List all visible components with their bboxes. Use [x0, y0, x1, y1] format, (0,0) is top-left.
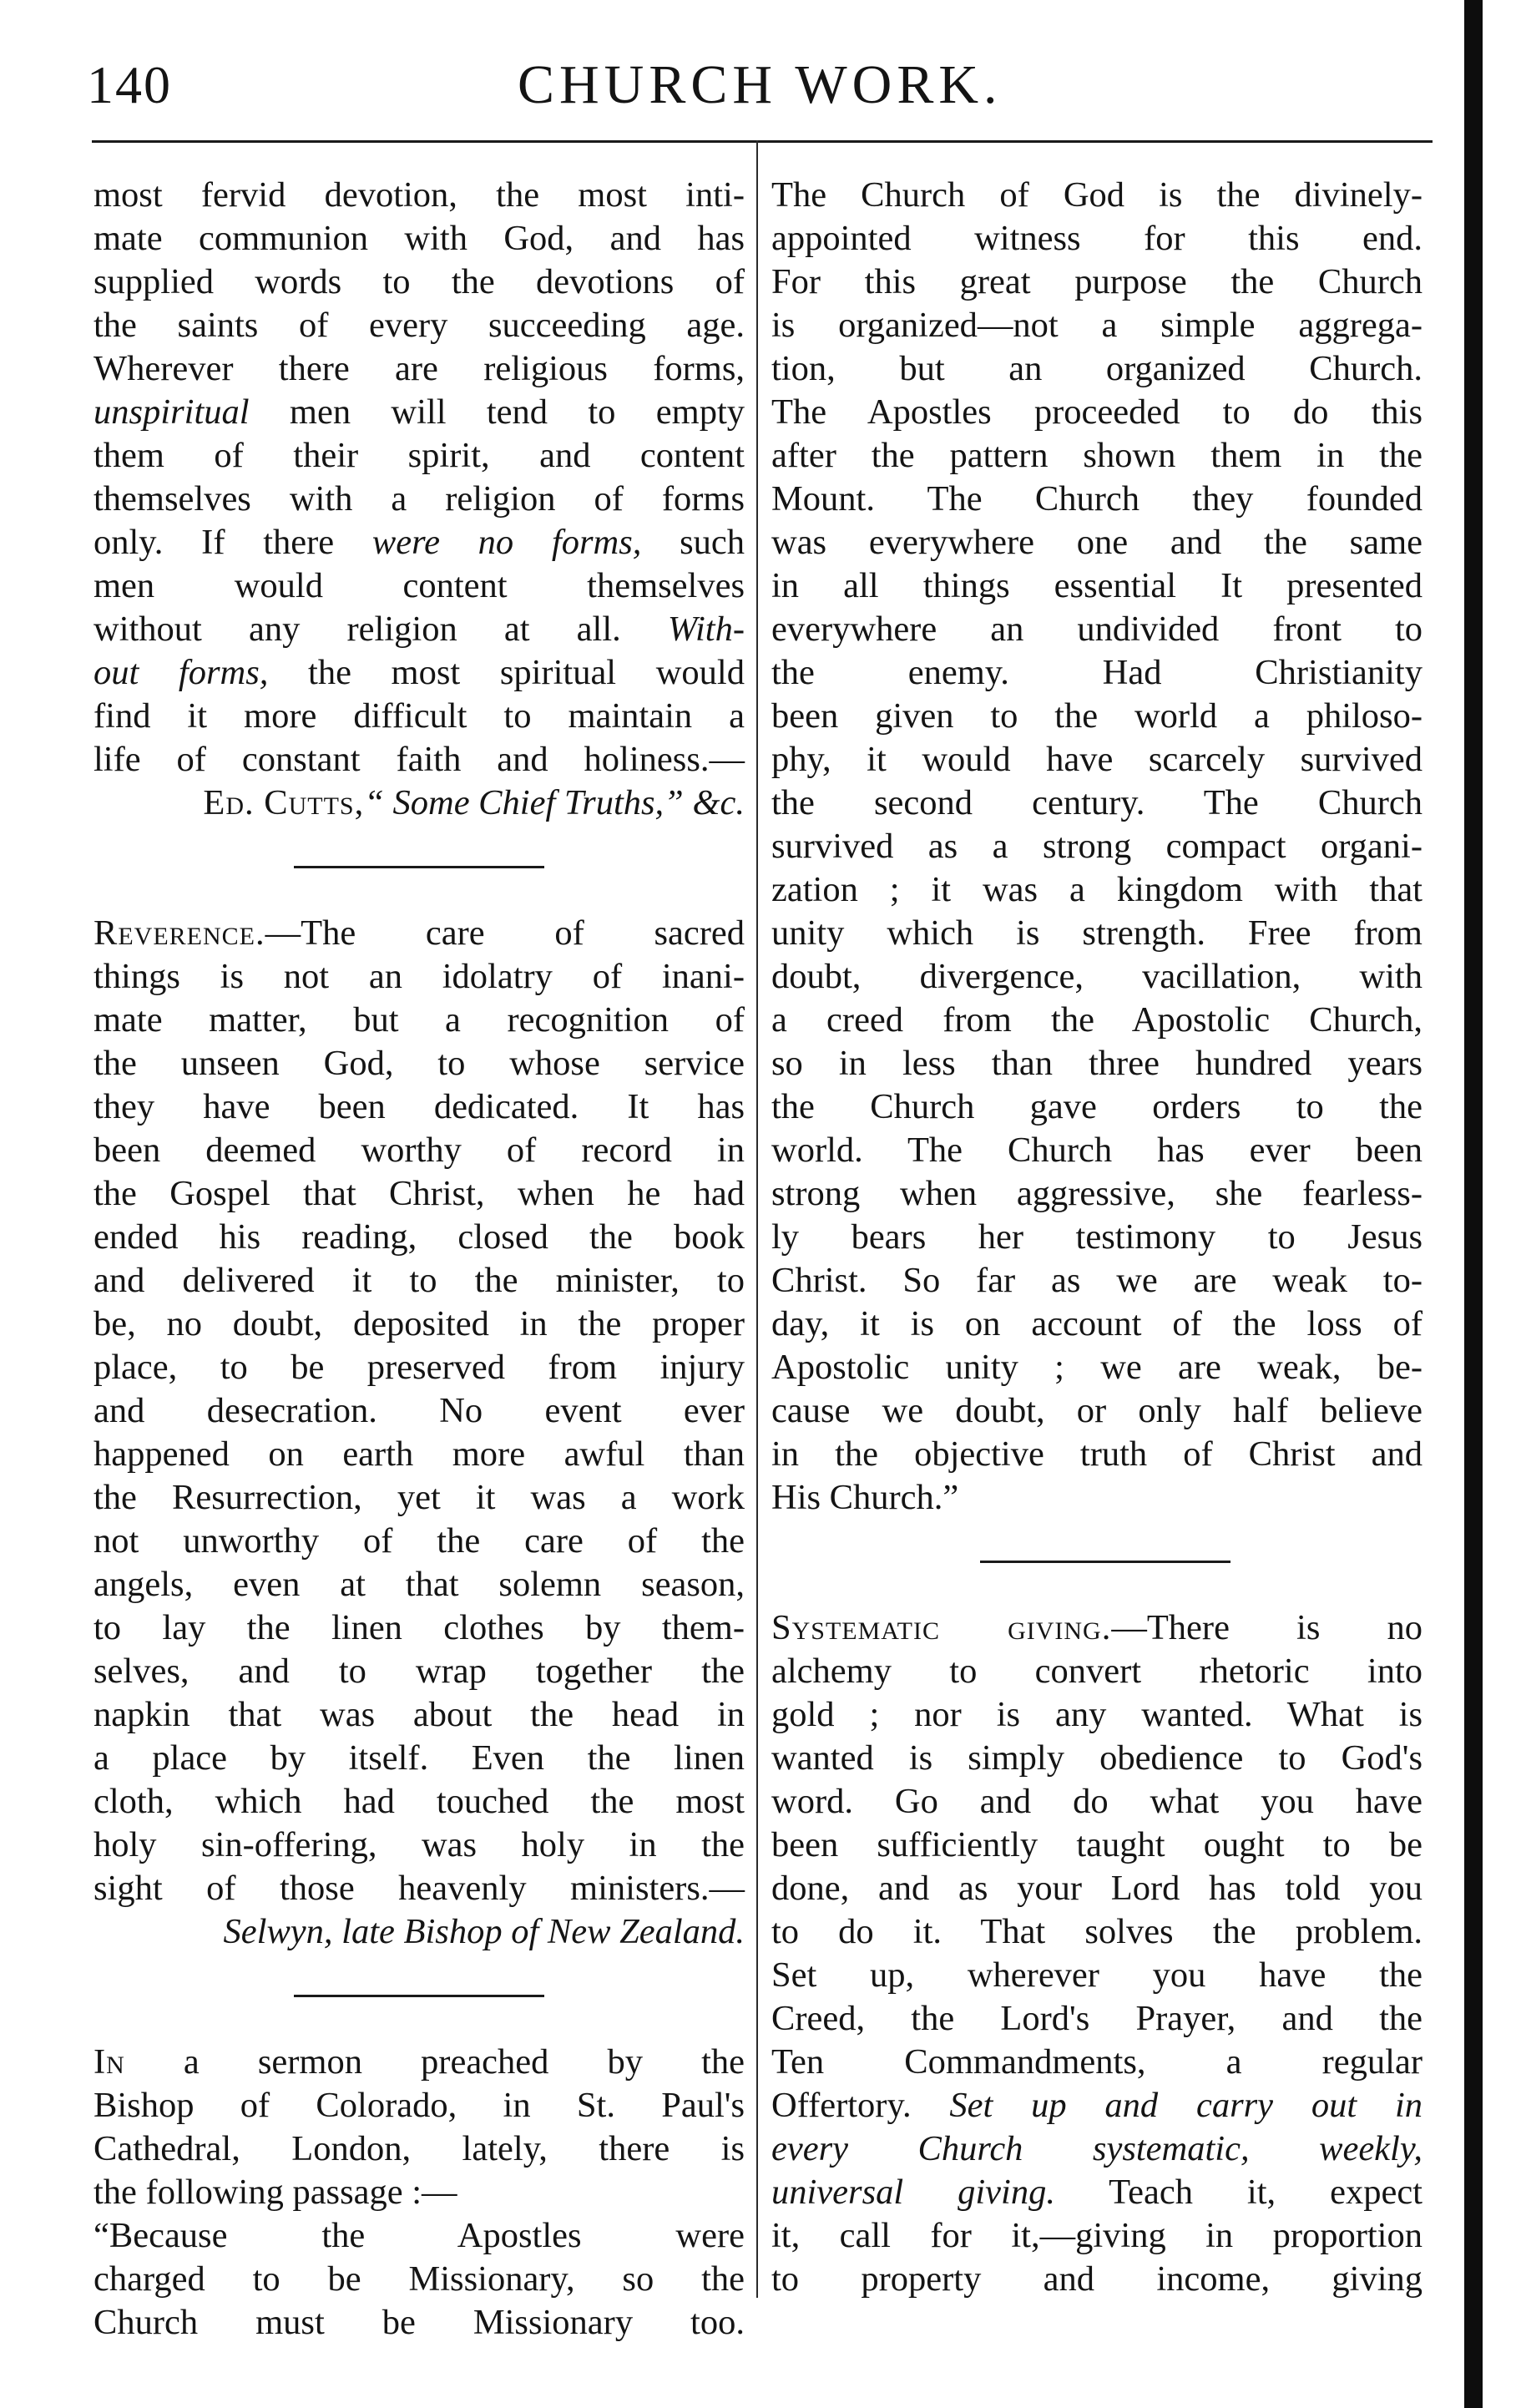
text-line: the Resurrection, yet it was a work	[93, 1478, 745, 1517]
text-line: The Apostles proceeded to do this	[771, 392, 1423, 432]
italic-text: universal giving.	[771, 2173, 1055, 2212]
text-line: to property and income, giving	[771, 2259, 1423, 2299]
paragraph-forms	[93, 174, 745, 825]
text-line: Ten Commandments, a regular	[771, 2042, 1423, 2082]
text-line: to lay the linen clothes by them-	[93, 1608, 745, 1647]
left-column	[93, 174, 745, 2345]
italic-text: out forms,	[93, 653, 269, 692]
text-run: Offertory.	[771, 2086, 950, 2125]
text-line	[771, 1606, 1423, 1650]
text-line: angels, even at that solemn season,	[93, 1565, 745, 1604]
text-line: Wherever there are religious forms,	[93, 349, 745, 388]
text-line: “Because the Apostles were	[93, 2216, 745, 2255]
text-line: alchemy to convert rhetoric into	[771, 1652, 1423, 1691]
text-line: charged to be Missionary, so the	[93, 2259, 745, 2299]
text-line: be, no doubt, deposited in the proper	[93, 1304, 745, 1343]
italic-text: unspiritual	[93, 392, 250, 432]
text-line: themselves with a religion of forms	[93, 479, 745, 519]
section-separator	[93, 825, 745, 912]
section-lead: In	[93, 2042, 125, 2082]
text-line: His Church.”	[771, 1478, 959, 1517]
text-line: selves, and to wrap together the	[93, 1652, 745, 1691]
text-line: men would content themselves	[93, 566, 745, 605]
text-line	[93, 391, 745, 434]
text-run: men will tend to empty	[249, 392, 745, 432]
text-line: the following passage :—	[93, 2173, 457, 2212]
attribution-line	[93, 1910, 745, 1954]
right-column	[771, 174, 1423, 2301]
text-line: been sufficiently taught ought to be	[771, 1825, 1423, 1864]
text-line: Apostolic unity ; we are weak, be-	[771, 1348, 1423, 1387]
text-line: the saints of every succeeding age.	[93, 306, 745, 345]
section-separator	[93, 1954, 745, 2041]
text-line: the second century. The Church	[771, 783, 1423, 822]
text-line: word. Go and do what you have	[771, 1782, 1423, 1821]
paragraph-reverence	[93, 912, 745, 1954]
italic-text: With-	[667, 610, 745, 649]
text-line: been deemed worthy of record in	[93, 1131, 745, 1170]
text-line	[771, 2127, 1423, 2171]
text-line	[771, 2084, 1423, 2127]
text-line: the enemy. Had Christianity	[771, 653, 1423, 692]
running-head: CHURCH WORK.	[518, 54, 1003, 115]
text-line: and desecration. No event ever	[93, 1391, 745, 1430]
text-line: doubt, divergence, vacillation, with	[771, 957, 1423, 996]
text-line: survived as a strong compact organi-	[771, 827, 1423, 866]
attribution-line	[93, 782, 745, 825]
text-run: only. If there	[93, 523, 372, 562]
text-line: Christ. So far as we are weak to-	[771, 1261, 1423, 1300]
text-line: it, call for it,—giving in proportion	[771, 2216, 1423, 2255]
text-line: is organized—not a simple aggrega-	[771, 306, 1423, 345]
text-line: the Church gave orders to the	[771, 1087, 1423, 1126]
text-line: unity which is strength. Free from	[771, 913, 1423, 953]
text-line: so in less than three hundred years	[771, 1044, 1423, 1083]
text-line: in all things essential It presented	[771, 566, 1423, 605]
attribution-italic: Selwyn, late Bishop of New Zealand.	[223, 1912, 745, 1951]
text-line: Set up, wherever you have the	[771, 1955, 1423, 1995]
text-run: a sermon preached by the	[124, 2042, 745, 2082]
text-line	[93, 651, 745, 695]
text-line: napkin that was about the head in	[93, 1695, 745, 1734]
text-line: they have been dedicated. It has	[93, 1087, 745, 1126]
section-separator	[771, 1520, 1423, 1606]
text-line: gold ; nor is any wanted. What is	[771, 1695, 1423, 1734]
text-run: such	[641, 523, 745, 562]
italic-text: every Church systematic, weekly,	[771, 2129, 1423, 2168]
text-line: Bishop of Colorado, in St. Paul's	[93, 2086, 745, 2125]
text-run: Teach it, expect	[1054, 2173, 1423, 2212]
text-line: For this great purpose the Church	[771, 262, 1423, 301]
text-line: The Church of God is the divinely-	[771, 175, 1423, 215]
text-line: find it more difficult to maintain a	[93, 696, 745, 736]
text-line: zation ; it was a kingdom with that	[771, 870, 1423, 909]
section-lead: Systematic giving.	[771, 1608, 1112, 1647]
text-line: world. The Church has ever been	[771, 1131, 1423, 1170]
text-line: everywhere an undivided front to	[771, 610, 1423, 649]
text-line: the Gospel that Christ, when he had	[93, 1174, 745, 1213]
text-line: Church must be Missionary too.	[93, 2303, 745, 2342]
text-line: the unseen God, to whose service	[93, 1044, 745, 1083]
text-line: cause we doubt, or only half believe	[771, 1391, 1423, 1430]
page-number: 140	[87, 55, 172, 114]
header-rule	[92, 140, 1433, 143]
text-line: tion, but an organized Church.	[771, 349, 1423, 388]
text-line: strong when aggressive, she fearless-	[771, 1174, 1423, 1213]
text-line: wanted is simply obedience to God's	[771, 1738, 1423, 1778]
text-run: without any religion at all.	[93, 610, 668, 649]
text-line: place, to be preserved from injury	[93, 1348, 745, 1387]
text-line: a creed from the Apostolic Church,	[771, 1000, 1423, 1040]
paragraph-church-witness	[771, 174, 1423, 1520]
text-line: appointed witness for this end.	[771, 219, 1423, 258]
text-line	[93, 2041, 745, 2084]
text-line: in the objective truth of Christ and	[771, 1434, 1423, 1474]
paragraph-sermon	[93, 2041, 745, 2345]
text-line	[93, 912, 745, 955]
separator-rule	[294, 866, 544, 868]
text-line: after the pattern shown them in the	[771, 436, 1423, 475]
text-line: things is not an idolatry of inani-	[93, 957, 745, 996]
paragraph-systematic-giving	[771, 1606, 1423, 2301]
text-line: was everywhere one and the same	[771, 523, 1423, 562]
text-line: and delivered it to the minister, to	[93, 1261, 745, 1300]
text-run: —The care of sacred	[265, 913, 745, 953]
text-line	[771, 2171, 1423, 2214]
text-line: to do it. That solves the problem.	[771, 1912, 1423, 1951]
text-line: them of their spirit, and content	[93, 436, 745, 475]
text-line: a place by itself. Even the linen	[93, 1738, 745, 1778]
text-line: not unworthy of the care of the	[93, 1521, 745, 1561]
text-line: ly bears her testimony to Jesus	[771, 1217, 1423, 1257]
column-divider	[756, 140, 758, 2298]
text-line	[93, 608, 745, 651]
text-line: cloth, which had touched the most	[93, 1782, 745, 1821]
text-line: ended his reading, closed the book	[93, 1217, 745, 1257]
text-line: mate matter, but a recognition of	[93, 1000, 745, 1040]
text-line: Mount. The Church they founded	[771, 479, 1423, 519]
text-line: supplied words to the devotions of	[93, 262, 745, 301]
text-line: sight of those heavenly ministers.—	[93, 1869, 745, 1908]
text-line: Cathedral, London, lately, there is	[93, 2129, 745, 2168]
text-line: been given to the world a philoso-	[771, 696, 1423, 736]
author-name: Ed. Cutts,	[203, 783, 365, 822]
text-run: —There is no	[1111, 1608, 1423, 1647]
text-run: the most spiritual would	[268, 653, 745, 692]
text-line: phy, it would have scarcely survived	[771, 740, 1423, 779]
book-title: “ Some Chief Truths,” &c.	[364, 783, 745, 822]
text-line: happened on earth more awful than	[93, 1434, 745, 1474]
text-line: most fervid devotion, the most inti-	[93, 175, 745, 215]
text-line	[93, 521, 745, 564]
text-line: done, and as your Lord has told you	[771, 1869, 1423, 1908]
section-lead: Reverence.	[93, 913, 265, 953]
text-line: day, it is on account of the loss of	[771, 1304, 1423, 1343]
italic-text: were no forms,	[371, 523, 642, 562]
text-line: Creed, the Lord's Prayer, and the	[771, 1999, 1423, 2038]
scan-edge-bar	[1464, 0, 1483, 2408]
text-line: holy sin-offering, was holy in the	[93, 1825, 745, 1864]
text-line: life of constant faith and holiness.—	[93, 740, 745, 779]
text-line: mate communion with God, and has	[93, 219, 745, 258]
italic-text: Set up and carry out in	[949, 2086, 1423, 2125]
separator-rule	[980, 1561, 1230, 1563]
separator-rule	[294, 1995, 544, 1997]
